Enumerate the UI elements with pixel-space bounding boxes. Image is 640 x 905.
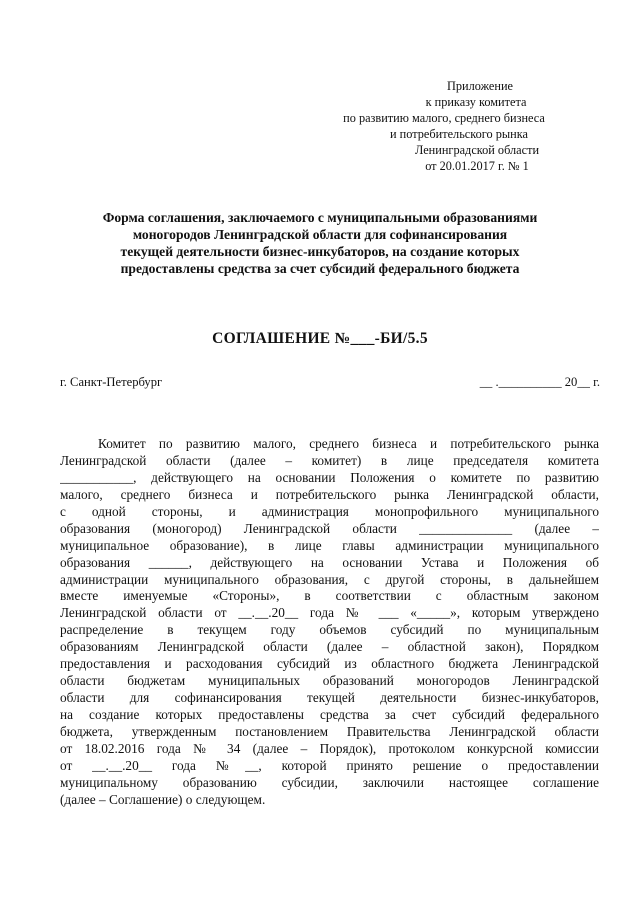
body-line: области бюджетам муниципальных образований моногородов Ленинградской [60,673,599,689]
body-line: (далее – Соглашение) о следующем. [60,791,266,807]
body-line: области для софинансирования текущей деятельности бизнес-инкубаторов, [60,690,599,706]
body-line: от 18.02.2016 года № 34 (далее – Порядок), протоколом конкурсной комиссии [60,740,599,756]
body-line: от __.__.20__ года №__, которой принято решение о предоставлении [60,757,599,773]
form-title [60,209,580,277]
body-line: образования (моногород) Ленинградской области ______________ (далее – [60,520,599,536]
form-title-line: текущей деятельности бизнес-инкубаторов, на создание которых [120,244,520,259]
body-line: распределение в текущем году объемов субсидий по муниципальным [60,622,599,638]
body-line: на создание которых предоставлены средства за счет субсидий федерального [60,707,599,722]
body-line: предоставления и расходования субсидий из областного бюджета Ленинградской [60,656,599,672]
body-line: Ленинградской области (далее – комитет) в лице председателя комитета [60,452,599,468]
agreement-body [60,436,599,809]
body-line: муниципальному образованию субсидии, заключили настоящее соглашение [60,774,599,790]
body-line: образованиям Ленинградской области (далее – областной закон), Порядком [60,639,599,655]
body-line: бюджета, утвержденным постановлением Правительства Ленинградской области [60,723,599,739]
form-title-line: предоставлены средства за счет субсидий федерального бюджета [120,261,520,276]
form-title-line: Форма соглашения, заключаемого с муниципальными образованиями [102,210,538,225]
body-line: администрации муниципального образования, с другой стороны, в дальнейшем [60,571,599,587]
date-placeholder: __ .__________ 20__ г. [479,375,600,389]
body-line: вместе именуемые «Стороны», в соответствии с областным законом [60,588,599,604]
body-line: малого, среднего бизнеса и потребительского рынка Ленинградской области, [60,486,599,502]
body-line: муниципальное образование), в лице главы администрации муниципального [60,537,599,553]
form-title-line: моногородов Ленинградской области для софинансирования [132,227,508,242]
body-line: образования ______, действующего на основании Устава и Положения об [60,554,599,570]
body-line: с одной стороны, и администрация монопрофильного муниципального [60,503,599,519]
city-name: г. Санкт-Петербург [60,375,163,389]
body-line: Ленинградской области от __.__.20__ года № ___ «_____», которым утверждено [60,605,599,621]
body-line: Комитет по развитию малого, среднего бизнеса и потребительского рынка [98,436,599,451]
annex-line: и потребительского рынка [390,127,528,141]
annex-line: по развитию малого, среднего бизнеса [343,111,545,125]
agreement-heading: СОГЛАШЕНИЕ №___-БИ/5.5 [212,330,428,347]
annex-block [314,78,574,174]
annex-line: от 20.01.2017 г. № 1 [425,159,529,173]
annex-line: Приложение [447,79,513,93]
annex-line: Ленинградской области [414,143,540,157]
body-line: ___________, действующего на основании Положения о комитете по развитию [60,469,599,485]
annex-line: к приказу комитета [425,95,527,109]
